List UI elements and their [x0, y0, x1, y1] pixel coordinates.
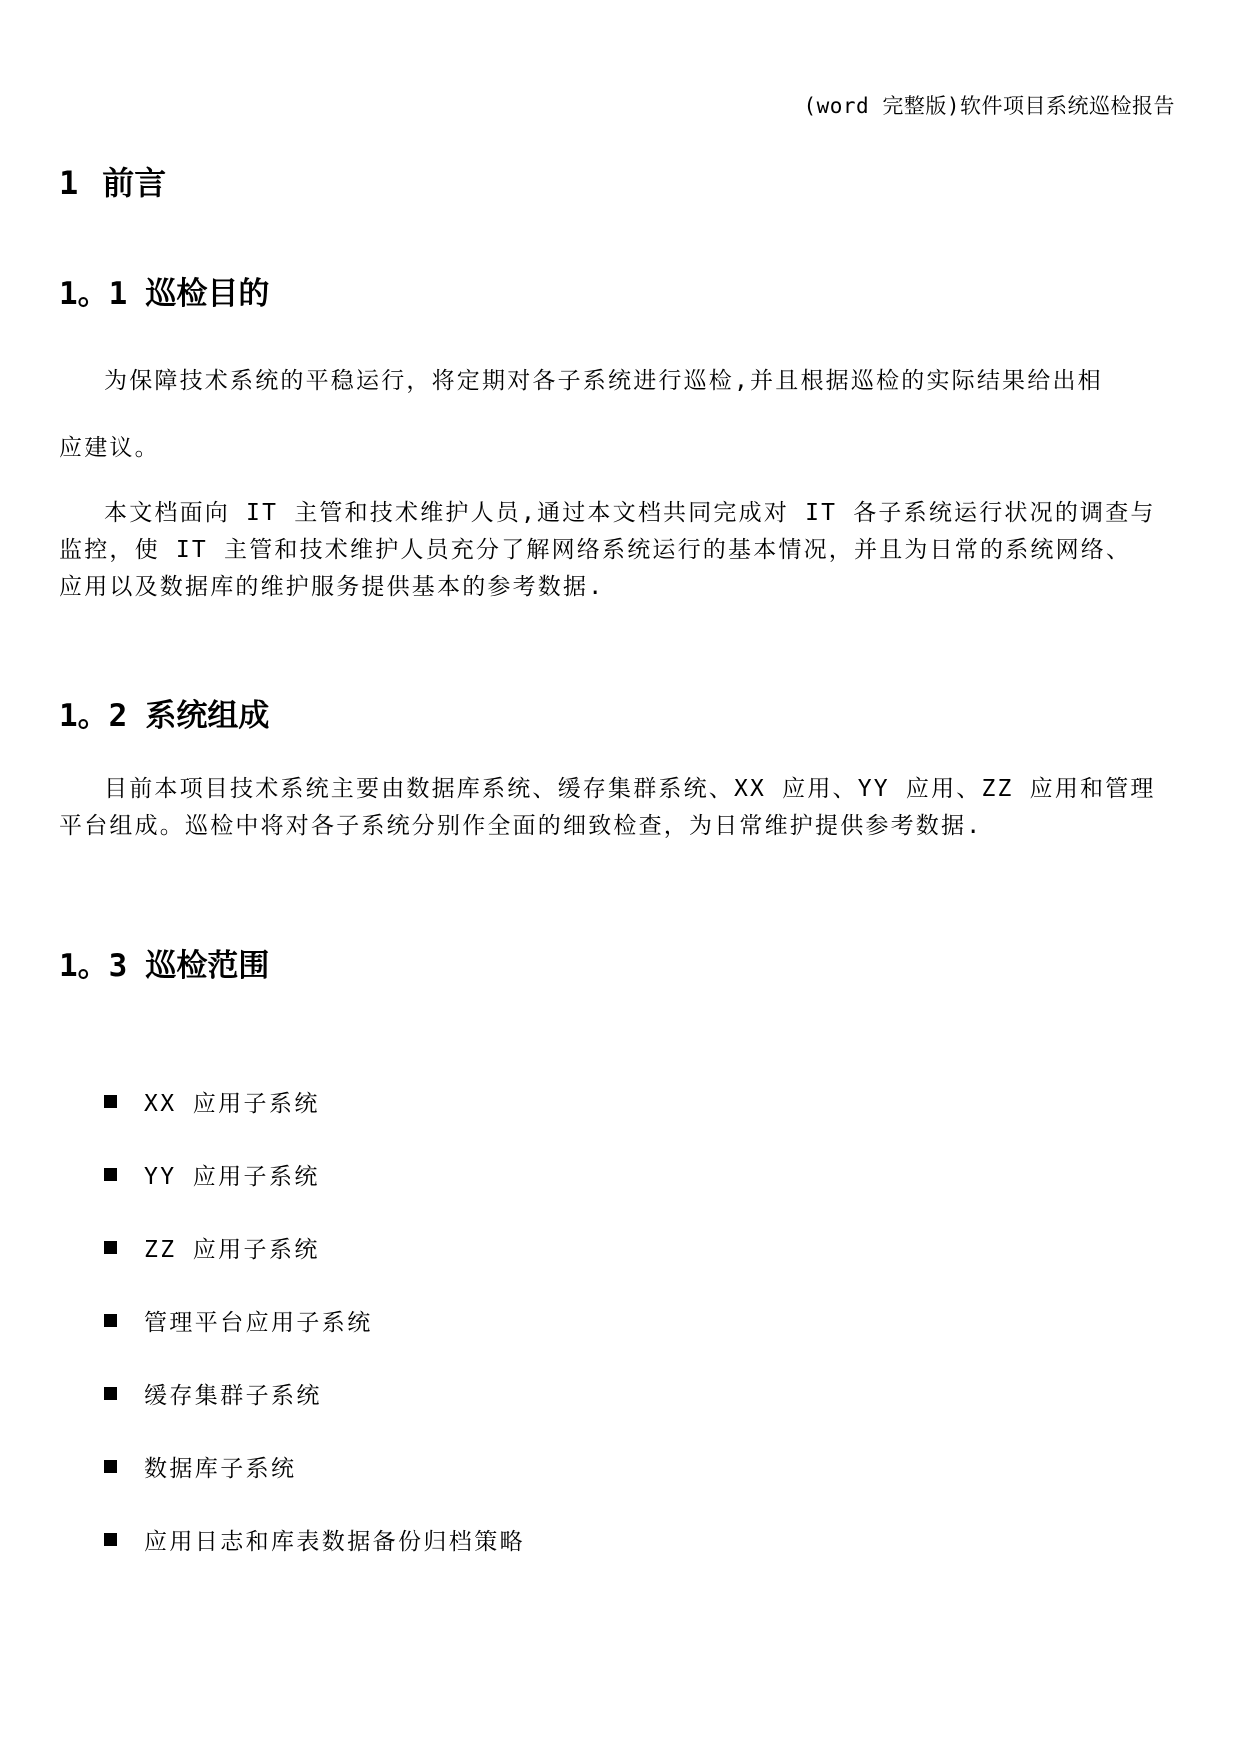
paragraph-line: 为保障技术系统的平稳运行，将定期对各子系统进行巡检,并且根据巡检的实际结果给出相 [104, 368, 1103, 394]
list-item [104, 1231, 320, 1264]
list-item [104, 1450, 296, 1483]
bullet-square-icon [104, 1533, 117, 1546]
running-header: (word 完整版)软件项目系统巡检报告 [803, 94, 1175, 118]
paragraph-line: 目前本项目技术系统主要由数据库系统、缓存集群系统、XX 应用、YY 应用、ZZ 应用和管理 [104, 776, 1156, 802]
section-1-2-heading [59, 690, 269, 735]
list-item [104, 1523, 525, 1556]
section-number: 1。1 [59, 276, 128, 312]
list-item-text: 缓存集群子系统 [144, 1383, 322, 1409]
section-number: 1。3 [59, 948, 128, 984]
section-1-heading [59, 158, 166, 204]
paragraph-line: 平台组成。巡检中将对各子系统分别作全面的细致检查，为日常维护提供参考数据. [59, 813, 983, 839]
section-title: 系统组成 [145, 698, 270, 734]
bullet-square-icon [104, 1168, 117, 1181]
list-item-text: ZZ 应用子系统 [144, 1237, 320, 1263]
list-item-text: 管理平台应用子系统 [144, 1310, 373, 1336]
bullet-square-icon [104, 1241, 117, 1254]
list-item-text: YY 应用子系统 [144, 1164, 320, 1190]
section-1-1-heading [59, 268, 269, 313]
list-item [104, 1304, 373, 1337]
section-number: 1 [59, 164, 79, 202]
bullet-square-icon [104, 1387, 117, 1400]
paragraph-line: 监控，使 IT 主管和技术维护人员充分了解网络系统运行的基本情况，并且为日常的系统网络、 [59, 537, 1132, 563]
list-item-text: XX 应用子系统 [144, 1091, 320, 1117]
bullet-square-icon [104, 1460, 117, 1473]
bullet-square-icon [104, 1314, 117, 1327]
list-item-text: 数据库子系统 [144, 1456, 297, 1482]
list-item [104, 1158, 320, 1191]
list-item [104, 1377, 322, 1410]
paragraph-line: 应建议。 [59, 435, 160, 461]
section-number: 1。2 [59, 698, 128, 734]
paragraph-line: 应用以及数据库的维护服务提供基本的参考数据. [59, 574, 605, 600]
bullet-square-icon [104, 1095, 117, 1108]
section-title: 前言 [102, 164, 167, 202]
paragraph-line: 本文档面向 IT 主管和技术维护人员,通过本文档共同完成对 IT 各子系统运行状况的调查与 [104, 500, 1156, 526]
list-item-text: 应用日志和库表数据备份归档策略 [144, 1529, 525, 1555]
section-1-3-heading [59, 940, 269, 985]
list-item [104, 1085, 320, 1118]
section-title: 巡检范围 [145, 948, 270, 984]
section-title: 巡检目的 [145, 276, 270, 312]
